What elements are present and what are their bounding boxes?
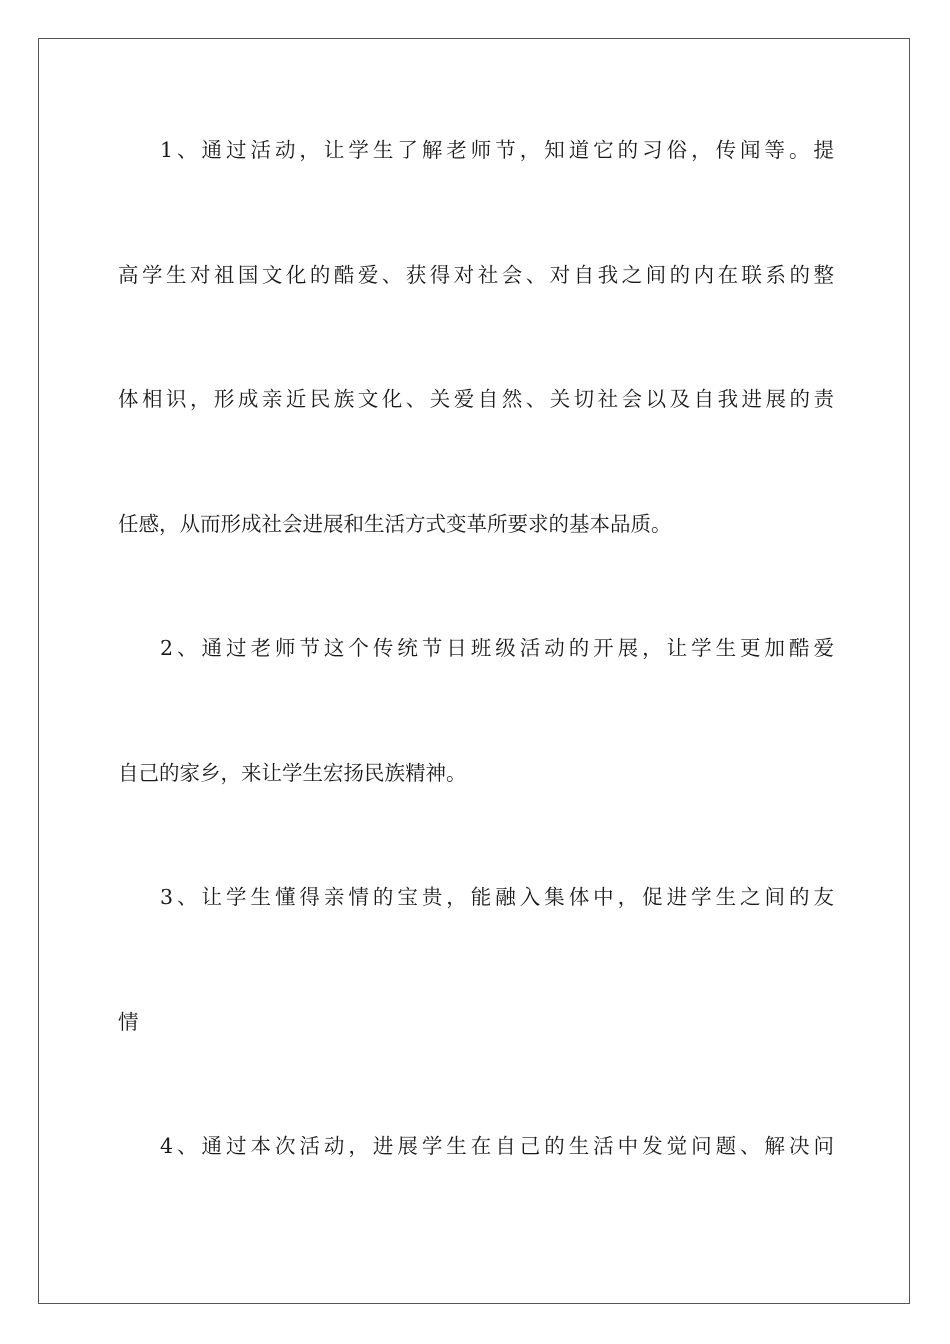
paragraph-1-line-4: 任感，从而形成社会进展和生活方式变革所要求的基本品质。 — [118, 512, 672, 536]
paragraph-3-line-2: 情 — [118, 1010, 139, 1034]
paragraph-1-line-1: 1、通过活动，让学生了解老师节，知道它的习俗，传闻等。提 — [160, 138, 834, 162]
page-border — [38, 38, 910, 1304]
paragraph-4-line-1: 4、通过本次活动，进展学生在自己的生活中发觉问题、解决问 — [160, 1134, 834, 1158]
paragraph-2-line-2: 自己的家乡，来让学生宏扬民族精神。 — [118, 761, 467, 785]
paragraph-1-line-3: 体相识，形成亲近民族文化、关爱自然、关切社会以及自我进展的责 — [118, 387, 834, 411]
paragraph-2-line-1: 2、通过老师节这个传统节日班级活动的开展，让学生更加酷爱 — [160, 636, 834, 660]
paragraph-3-line-1: 3、让学生懂得亲情的宝贵，能融入集体中，促进学生之间的友 — [160, 885, 834, 909]
paragraph-1-line-2: 高学生对祖国文化的酷爱、获得对社会、对自我之间的内在联系的整 — [118, 263, 834, 287]
